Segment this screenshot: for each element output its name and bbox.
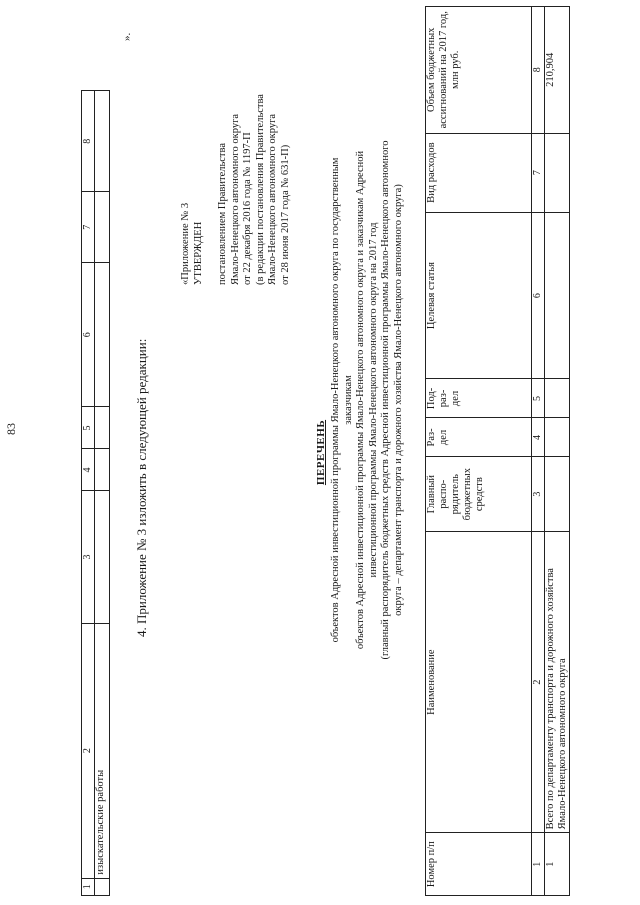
row-name-cell: изыскательские работы: [95, 623, 110, 878]
row-expense-type: [545, 133, 570, 212]
list-title: ПЕРЕЧЕНЬ: [315, 419, 327, 486]
table-row: [545, 7, 570, 896]
col-number-8: 8: [532, 7, 545, 134]
table-header-row: [426, 7, 532, 896]
description-line: объектов Адресной инвестиционной программы Ямало-Ненецкого автономного округа по государственным заказчикам: [330, 157, 354, 643]
header-section: Раз-дел: [426, 418, 532, 457]
list-description: [330, 140, 406, 660]
col-number-1: 1: [532, 833, 545, 896]
approval-line: Ямало-Ненецкого автономного округа: [267, 113, 278, 285]
col-number-2: 2: [82, 623, 95, 878]
table-number-row: [532, 7, 545, 896]
approval-line: (в редакции постановления Правительства: [254, 94, 266, 285]
col-number-3: 3: [532, 457, 545, 531]
table-cell: [95, 449, 110, 491]
row-main-manager: [545, 457, 570, 531]
row-number: 1: [545, 833, 570, 896]
description-line: (главный распорядитель бюджетных средств Адресной инвестиционной программы Ямало-Ненецкого автономного: [380, 140, 392, 660]
col-number-4: 4: [532, 418, 545, 457]
description-line: объектов Адресной инвестиционной программы Ямало-Ненецкого автономного округа и заказчикам Адресной: [355, 150, 367, 650]
col-number-7: 7: [82, 192, 95, 263]
col-number-1: 1: [82, 878, 95, 895]
item-heading: 4. Приложение № 3 изложить в следующей редакции:: [134, 338, 149, 637]
col-number-6: 6: [82, 263, 95, 407]
col-number-3: 3: [82, 491, 95, 623]
header-target-article: Целевая статья: [426, 212, 532, 379]
main-table: [425, 6, 570, 896]
header-expense-type: Вид расходов: [426, 133, 532, 212]
description-line: инвестиционной программы Ямало-Ненецкого автономного округа на 2017 год: [367, 222, 379, 578]
row-section: [545, 418, 570, 457]
col-number-8: 8: [82, 91, 95, 192]
table-cell: [95, 491, 110, 623]
page-number: 83: [4, 423, 18, 435]
table-number-row: [82, 91, 95, 896]
description-line: округа – департамент транспорта и дорожного хозяйства Ямало-Ненецкого автономного округа): [392, 184, 404, 616]
approval-line: от 22 декабря 2016 года № 1197-П: [242, 132, 253, 285]
header-subsection: Под-раз-дел: [426, 379, 532, 418]
header-name: Наименование: [426, 531, 532, 832]
approval-line: постановлением Правительства: [217, 142, 228, 285]
table-cell: [95, 407, 110, 449]
table-cell: [95, 263, 110, 407]
approval-line: от 28 июня 2017 года № 631-П): [279, 144, 291, 285]
closing-quote: ».: [121, 32, 133, 41]
approval-line: Ямало-Ненецкого автономного округа: [229, 113, 241, 285]
row-target-article: [545, 212, 570, 379]
col-number-2: 2: [532, 531, 545, 832]
appendix-number: «Приложение № 3: [180, 202, 191, 285]
col-number-7: 7: [532, 133, 545, 212]
header-number: Номер п/п: [426, 833, 532, 896]
table-cell: [95, 192, 110, 263]
col-number-5: 5: [82, 407, 95, 449]
col-number-4: 4: [82, 449, 95, 491]
row-name: Всего по департаменту транспорта и дорожного хозяйства Ямало-Ненецкого автономного округа: [545, 531, 570, 832]
col-number-6: 6: [532, 212, 545, 379]
table-cell: [95, 91, 110, 192]
col-number-5: 5: [532, 379, 545, 418]
continuation-table: [81, 90, 110, 896]
table-row: [95, 91, 110, 896]
appendix-approval-block: [180, 5, 292, 285]
header-main-manager: Главный распо-рядитель бюджетных средств: [426, 457, 532, 531]
table-cell: [95, 878, 110, 895]
header-budget-amount: Объем бюджетных ассигнований на 2017 год, млн руб.: [426, 7, 532, 134]
row-budget-amount: 210,904: [545, 7, 570, 134]
row-subsection: [545, 379, 570, 418]
approved-label: УТВЕРЖДЕН: [192, 221, 204, 285]
